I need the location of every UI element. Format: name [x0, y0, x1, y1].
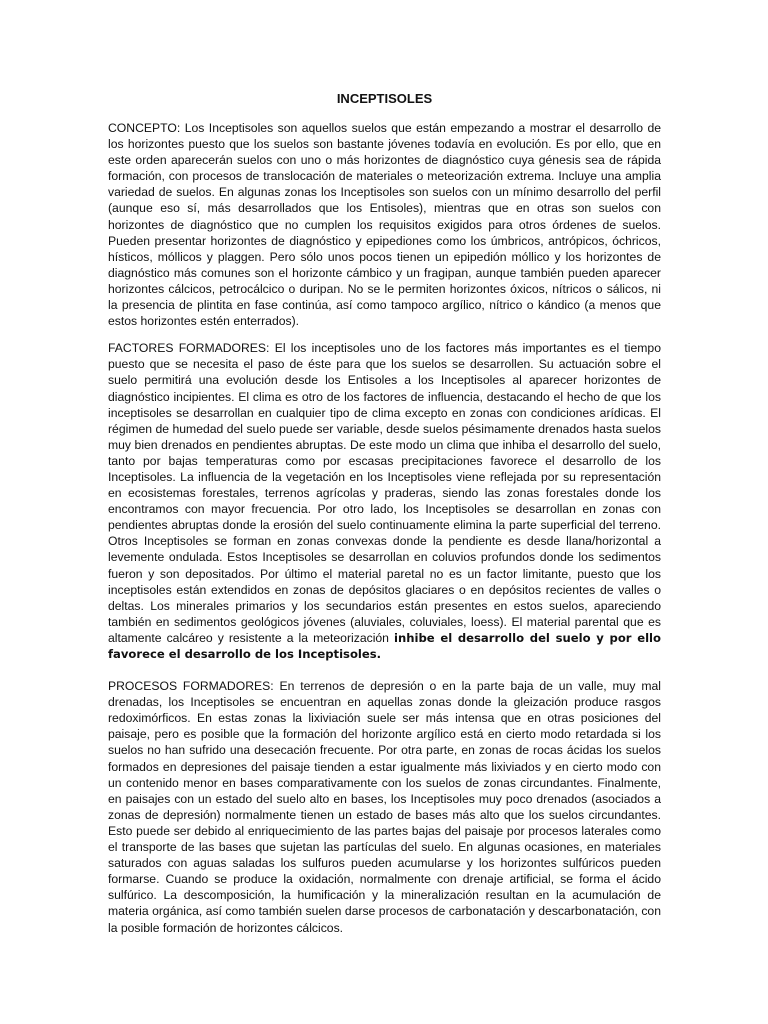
paragraph-concepto [108, 120, 661, 329]
section-heading-factores-formadores: FACTORES FORMADORES: [108, 341, 270, 356]
section-text-factores-formadores: El los inceptisoles uno de los factores más importantes es el tiempo puesto que se necesita el paso de éste para que los suelos se desarrollen. Su actuación sobre el suelo permitirá una evolución desde los Entisoles a los Inceptisoles al aparecer horizontes de diagnóstico incipientes. El clima es otro de los factores de influencia, destacando el hecho de que los inceptisoles se desarrollan en cualquier tipo de clima excepto en zonas con condiciones arídicas. El régimen de humedad del suelo puede ser variable, desde suelos pésimamente drenados hasta suelos muy bien drenados en pendientes abruptas. De este modo un clima que inhiba el desarrollo del suelo, tanto por bajas temperaturas como por escasas precipitaciones favorece el desarrollo de los Inceptisoles. La influencia de la vegetación en los Inceptisoles viene reflejada por su representación en ecosistemas forestales, terrenos agrícolas y praderas, siendo las zonas forestales donde los encontramos con mayor frecuencia. Por otro lado, los Inceptisoles se desarrollan en zonas con pendientes abruptas donde la erosión del suelo continuamente elimina la parte superficial del terreno. Otros Inceptisoles se forman en zonas convexas donde la pendiente es desde llana/horizontal a levemente ondulada. Estos Inceptisoles se desarrollan en coluvios profundos donde los sedimentos fueron y son depositados. Por último el material paretal no es un factor limitante, puesto que los inceptisoles están extendidos en zonas de depósitos glaciares o en depósitos recientes de valles o deltas. Los minerales primarios y los secundarios están presentes en estos suelos, apareciendo también en sedimentos geológicos jóvenes (aluviales, coluviales, loess). El material parental que es altamente calcáreo y resistente a la meteorización [108, 341, 661, 645]
paragraph-procesos-formadores [108, 678, 661, 936]
section-heading-concepto: CONCEPTO: [108, 121, 181, 135]
emphasized-text: inhibe el desarrollo del suelo y por ello favorece el desarrollo de los Inceptisoles. [108, 630, 661, 661]
document-page [108, 91, 661, 947]
section-text-procesos-formadores: En terrenos de depresión o en la parte baja de un valle, muy mal drenadas, los Inceptisoles se encuentran en aquellas zonas donde la gleización produce rasgos redoximórficos. En estas zonas la lixiviación suele ser más intensa que en otras posiciones del paisaje, pero es posible que la formación del horizonte argílico está en cierto modo retardada si los suelos no han sufrido una desecación frecuente. Por otra parte, en zonas de rocas ácidas los suelos formados en depresiones del paisaje tienden a estar igualmente más lixiviados y en cierto modo con un contenido menor en bases comparativamente con los suelos de zonas circundantes. Finalmente, en paisajes con un estado del suelo alto en bases, los Inceptisoles muy poco drenados (asociados a zonas de depresión) normalmente tienen un estado de bases más alto que los suelos circundantes. Esto puede ser debido al enriquecimiento de las partes bajas del paisaje por procesos laterales como el transporte de las bases que sujetan las partículas del suelo. En algunas ocasiones, en materiales saturados con aguas saladas los sulfuros pueden acumularse y los horizontes sulfúricos pueden formarse. Cuando se produce la oxidación, normalmente con drenaje artificial, se forma el ácido sulfúrico. La descomposición, la humificación y la mineralización resultan en la acumulación de materia orgánica, así como también suelen darse procesos de carbonatación y descarbonatación, con la posible formación de horizontes cálcicos. [108, 679, 661, 935]
paragraph-factores-formadores [108, 340, 661, 662]
section-heading-procesos-formadores: PROCESOS FORMADORES: [108, 679, 274, 694]
document-title: INCEPTISOLES [336, 91, 433, 106]
section-text-concepto: Los Inceptisoles son aquellos suelos que están empezando a mostrar el desarrollo de los horizontes puesto que los suelos son bastante jóvenes todavía en evolución. Es por ello, que en este orden aparecerán suelos con uno o más horizontes de diagnóstico cuya génesis sea de rápida formación, con procesos de translocación de materiales o meteorización extrema. Incluye una amplia variedad de suelos. En algunas zonas los Inceptisoles son suelos con un mínimo desarrollo del perfil (aunque eso sí, más desarrollados que los Entisoles), mientras que en otras son suelos con horizontes de diagnóstico que no cumplen los requisitos exigidos para otros órdenes de suelos. Pueden presentar horizontes de diagnóstico y epipediones como los úmbricos, antrópicos, óchricos, hísticos, móllicos y plaggen. Pero sólo unos pocos tienen un epipedión móllico y los horizontes de diagnóstico más comunes son el horizonte cámbico y un fragipan, aunque también pueden aparecer horizontes cálcicos, petrocálcico o duripan. No se le permiten horizontes óxicos, nítricos o sálicos, ni la presencia de plintita en fase continúa, así como tampoco argílico, nítrico o kándico (a menos que estos horizontes estén enterrados). [108, 121, 661, 329]
